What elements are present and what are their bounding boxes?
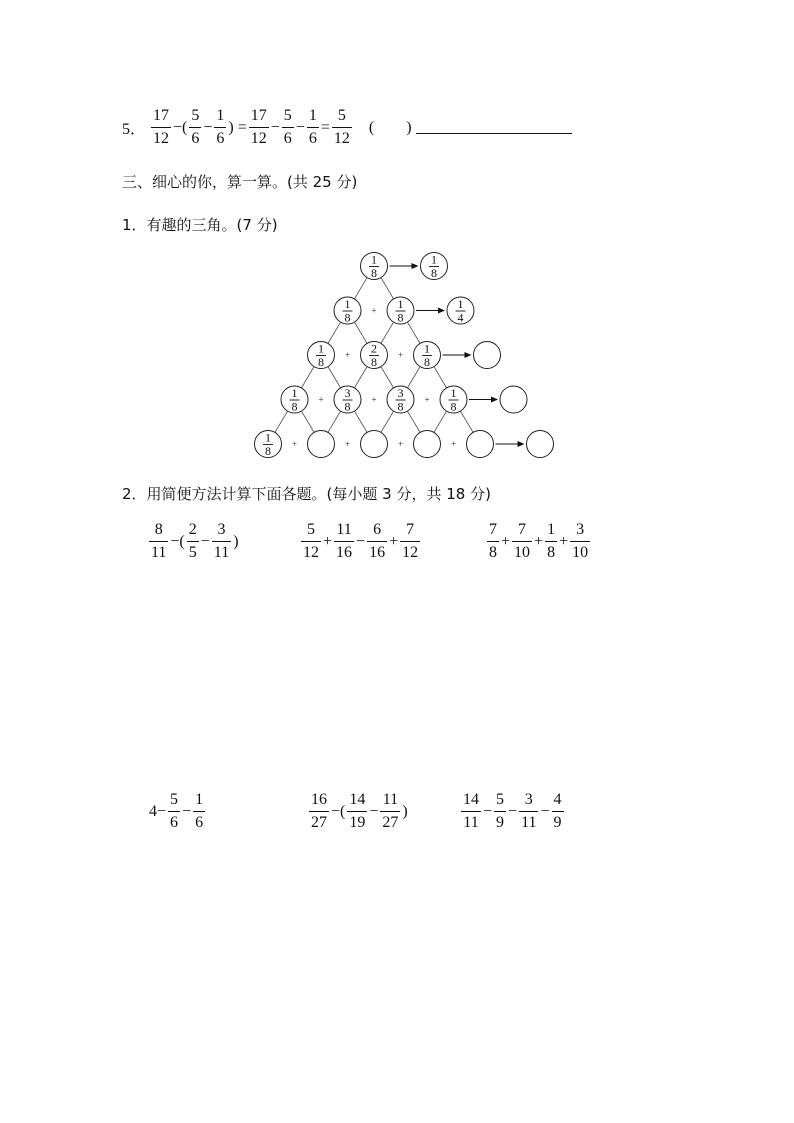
triangle-cell [440, 386, 467, 414]
operator: + [389, 532, 399, 550]
numerator: 1 [291, 386, 298, 400]
denominator: 8 [291, 399, 298, 414]
operator: 4− [149, 802, 167, 820]
denominator: 8 [450, 399, 457, 414]
connector-line [301, 367, 314, 388]
denominator: 8 [344, 399, 351, 414]
numerator: 2 [371, 341, 377, 356]
denominator: 12 [301, 541, 321, 561]
plus-sign: + [291, 439, 298, 449]
triangle-cell [387, 386, 414, 414]
problem-4 [148, 792, 206, 831]
numerator: 1 [457, 297, 464, 311]
denominator: 6 [214, 127, 226, 147]
operator: = [320, 118, 330, 136]
numerator: 8 [154, 521, 163, 538]
triangle-cell [334, 386, 361, 414]
denominator: 8 [545, 541, 557, 561]
question-1-title: 1．有趣的三角。(7 分) [122, 216, 278, 234]
problem-1 [148, 522, 240, 561]
plus-sign: + [344, 350, 351, 360]
plus-sign: + [371, 394, 377, 405]
fraction [519, 792, 538, 831]
numerator: 3 [217, 521, 226, 538]
operator: + [323, 532, 333, 550]
operator: − [483, 802, 493, 820]
denominator: 16 [334, 541, 354, 561]
plus-sign: + [424, 394, 430, 405]
denominator: 27 [380, 811, 400, 831]
numerator: 5 [191, 107, 200, 124]
fraction [380, 792, 400, 831]
connector-line [434, 411, 447, 432]
fraction [347, 792, 367, 831]
numerator: 7 [406, 521, 415, 538]
numerator: 7 [489, 521, 497, 538]
connector-line [407, 411, 420, 432]
fraction [570, 522, 590, 561]
fraction [367, 522, 387, 561]
denominator: 6 [282, 127, 294, 147]
operator: −( [331, 802, 346, 820]
fraction [512, 522, 532, 561]
arrow-head-icon [438, 308, 445, 314]
denominator: 9 [552, 811, 564, 831]
connector-line [275, 411, 288, 432]
connector-line [460, 411, 473, 432]
operator: ) [402, 802, 408, 820]
triangle-cell [361, 342, 388, 370]
operator: − [200, 532, 210, 550]
numerator: 5 [337, 107, 346, 124]
blank-triangle-cell[interactable] [467, 431, 494, 458]
operator: − [540, 802, 550, 820]
operator: − [203, 118, 213, 136]
fraction [187, 522, 199, 561]
question-2-title: 2．用简便方法计算下面各题。(每小题 3 分，共 18 分) [122, 485, 491, 503]
denominator: 8 [318, 355, 324, 369]
denominator: 11 [149, 541, 168, 561]
problem-3 [486, 522, 591, 561]
answer-bracket[interactable]: ( ) [368, 118, 412, 136]
blank-result-cell[interactable] [527, 431, 554, 458]
arrow-head-icon [491, 397, 498, 403]
numerator: 14 [349, 791, 366, 808]
fraction [212, 522, 231, 561]
numerator: 1 [450, 386, 457, 400]
operator: − [182, 802, 192, 820]
numerator: 16 [311, 791, 327, 808]
triangle-cell [414, 342, 441, 370]
numerator: 3 [397, 386, 404, 400]
fraction [149, 522, 168, 561]
operator: + [501, 532, 511, 550]
triangle-cell [255, 431, 282, 459]
fraction [193, 792, 205, 831]
question-5-number: 5． [122, 121, 147, 138]
denominator: 8 [371, 355, 377, 369]
numerator: 11 [382, 791, 399, 808]
operator: − [508, 802, 518, 820]
fraction [168, 792, 180, 831]
numerator: 6 [373, 521, 382, 538]
connector-line [301, 411, 314, 432]
blank-result-cell[interactable] [500, 386, 527, 413]
triangle-cell [281, 386, 308, 414]
triangle-cell [387, 297, 414, 325]
operator: + [559, 532, 569, 550]
arrow-head-icon [412, 263, 419, 269]
fraction [545, 522, 557, 561]
denominator: 19 [347, 811, 367, 831]
numerator: 4 [553, 791, 562, 808]
connector-line [354, 411, 367, 432]
denominator: 6 [307, 127, 319, 147]
denominator: 11 [212, 541, 231, 561]
arrow-head-icon [518, 441, 525, 447]
numerator: 1 [318, 341, 324, 356]
numerator: 1 [308, 107, 317, 124]
connector-line [407, 367, 420, 388]
connector-line [354, 322, 367, 343]
operator: − [270, 118, 280, 136]
plus-sign: + [397, 439, 404, 449]
fraction [301, 522, 321, 561]
operator: − [356, 532, 366, 550]
blank-result-cell[interactable] [474, 342, 501, 369]
denominator: 8 [371, 266, 377, 280]
fraction [494, 792, 506, 831]
connector-line [354, 367, 367, 388]
blank-triangle-cell[interactable] [308, 431, 335, 458]
denominator: 8 [344, 310, 351, 325]
numerator: 5 [283, 107, 292, 124]
denominator: 12 [332, 127, 352, 147]
denominator: 11 [461, 811, 480, 831]
operator: ) = [228, 118, 247, 136]
connector-line [381, 411, 394, 432]
result-cell [447, 297, 474, 325]
denominator: 8 [431, 266, 437, 280]
fraction [309, 792, 329, 831]
triangle-cell [308, 342, 335, 370]
denominator: 8 [265, 444, 271, 458]
numerator: 5 [307, 521, 315, 538]
arrow-head-icon [465, 352, 472, 358]
denominator: 4 [457, 310, 464, 325]
numerator: 1 [195, 791, 204, 808]
numerator: 1 [397, 297, 404, 311]
denominator: 12 [249, 127, 269, 147]
triangle-cell [334, 297, 361, 325]
operator: − [369, 802, 379, 820]
denominator: 6 [189, 127, 201, 147]
numerator: 1 [216, 107, 225, 124]
fraction [487, 522, 499, 561]
denominator: 8 [487, 541, 499, 561]
operator: −( [173, 118, 188, 136]
fraction [461, 792, 481, 831]
problem-5 [308, 792, 409, 831]
numerator: 3 [576, 521, 585, 538]
numerator: 17 [250, 107, 267, 124]
blank-triangle-cell[interactable] [361, 431, 388, 458]
numerator: 1 [431, 252, 437, 267]
denominator: 12 [151, 127, 171, 147]
denominator: 6 [193, 811, 205, 831]
operator: − [295, 118, 305, 136]
operator: −( [170, 532, 185, 550]
numerator: 1 [547, 521, 556, 538]
connector-line [434, 367, 447, 388]
connector-line [354, 278, 367, 299]
denominator: 27 [309, 811, 329, 831]
connector-line [381, 278, 394, 299]
denominator: 8 [424, 355, 430, 369]
connector-line [328, 322, 341, 343]
numerator: 14 [463, 791, 479, 808]
numerator: 1 [265, 430, 271, 445]
fraction [400, 522, 420, 561]
numerator: 7 [518, 521, 527, 538]
plus-sign: + [371, 305, 377, 316]
denominator: 10 [570, 541, 590, 561]
denominator: 12 [400, 541, 420, 561]
numerator: 5 [170, 791, 179, 808]
problem-6 [460, 792, 565, 831]
denominator: 16 [367, 541, 387, 561]
connector-line [328, 411, 341, 432]
numerator: 1 [424, 341, 430, 356]
triangle-cell [361, 253, 388, 281]
numerator: 5 [496, 791, 505, 808]
blank-triangle-cell[interactable] [414, 431, 441, 458]
fraction-triangle [0, 0, 794, 480]
denominator: 6 [168, 811, 180, 831]
operator: + [534, 532, 544, 550]
plus-sign: + [344, 439, 351, 449]
denominator: 5 [187, 541, 199, 561]
connector-line [407, 322, 420, 343]
connector-line [381, 367, 394, 388]
fraction [552, 792, 564, 831]
numerator: 3 [344, 386, 351, 400]
denominator: 11 [519, 811, 538, 831]
numerator: 1 [371, 252, 377, 267]
numerator: 17 [153, 107, 170, 124]
numerator: 3 [524, 791, 533, 808]
section-3-title: 三、细心的你，算一算。(共 25 分) [122, 173, 358, 191]
denominator: 9 [494, 811, 506, 831]
denominator: 8 [397, 399, 404, 414]
operator: ) [233, 532, 239, 550]
numerator: 11 [336, 521, 352, 538]
fraction [334, 522, 354, 561]
plus-sign: + [397, 350, 404, 360]
connector-line [328, 367, 341, 388]
plus-sign: + [318, 394, 324, 405]
plus-sign: + [450, 439, 457, 449]
numerator: 2 [188, 521, 197, 538]
denominator: 10 [512, 541, 532, 561]
result-cell [421, 253, 448, 281]
problem-2 [300, 522, 421, 561]
denominator: 8 [397, 310, 404, 325]
connector-line [381, 322, 394, 343]
numerator: 1 [344, 297, 351, 311]
